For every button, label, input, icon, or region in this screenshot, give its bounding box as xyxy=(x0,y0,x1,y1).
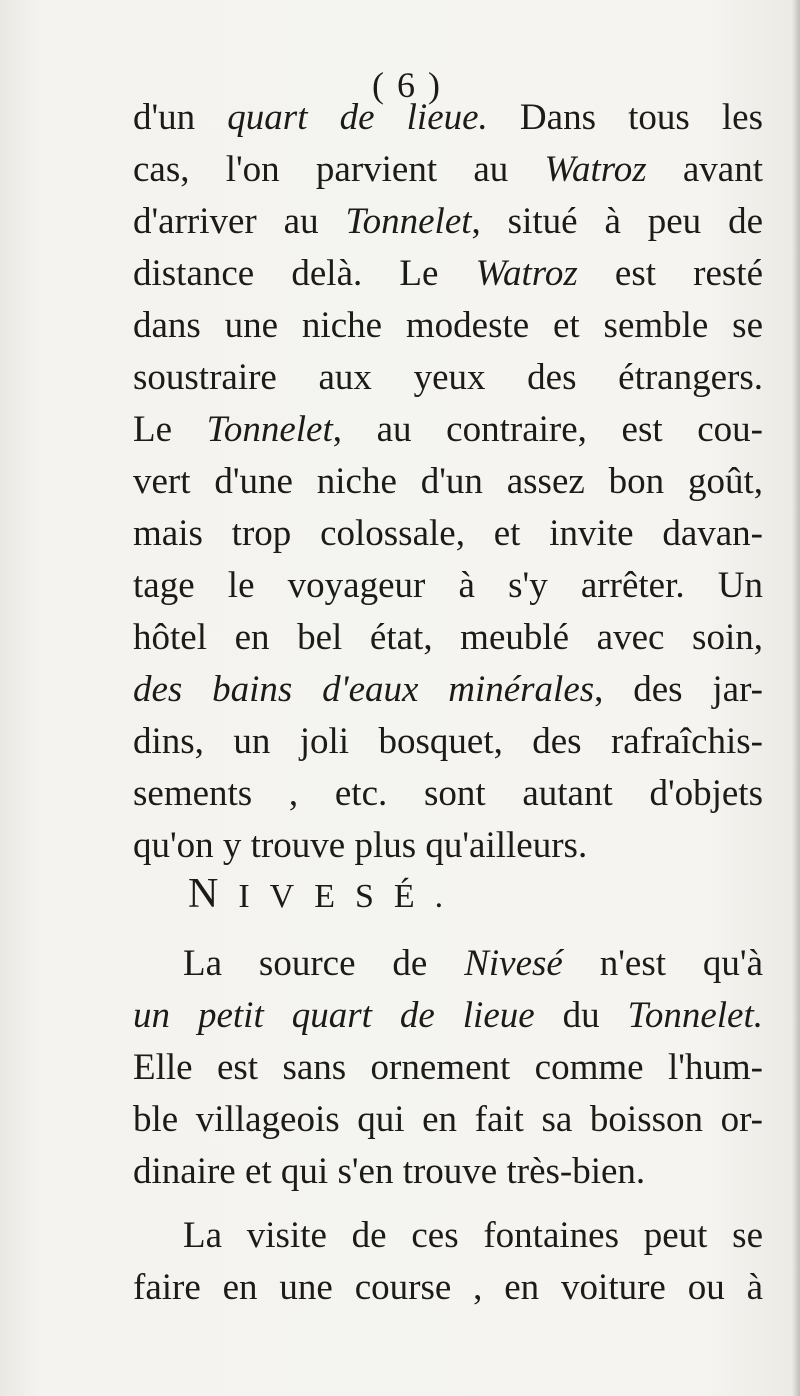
text-line: d'arriver au Tonnelet, situé à peu de xyxy=(133,201,763,242)
text-line: hôtel en bel état, meublé avec soin, xyxy=(133,617,763,658)
text-line: sements , etc. sont autant d'objets xyxy=(133,773,763,814)
text-line: La visite de ces fontaines peut se xyxy=(183,1215,763,1256)
text-line: des bains d'eaux minérales, des jar- xyxy=(133,669,763,710)
text-line: qu'on y trouve plus qu'ailleurs. xyxy=(133,825,588,866)
text-line: soustraire aux yeux des étrangers. xyxy=(133,357,763,398)
text-line: Elle est sans ornement comme l'hum- xyxy=(133,1047,763,1088)
page-edge-shadow xyxy=(792,0,800,1396)
text-line: dans une niche modeste et semble se xyxy=(133,305,763,346)
text-line: dins, un joli bosquet, des rafraîchis- xyxy=(133,721,763,762)
text-line: dinaire et qui s'en trouve très-bien. xyxy=(133,1151,646,1192)
text-line: vert d'une niche d'un assez bon goût, xyxy=(133,461,763,502)
text-line: cas, l'on parvient au Watroz avant xyxy=(133,149,764,190)
text-line: un petit quart de lieue du Tonnelet. xyxy=(133,995,763,1036)
text-line: d'un quart de lieue. Dans tous les xyxy=(133,97,764,138)
text-line: tage le voyageur à s'y arrêter. Un xyxy=(133,565,763,606)
text-line: faire en une course , en voiture ou à xyxy=(133,1267,763,1308)
text-line: La source de Nivesé n'est qu'à xyxy=(183,943,764,984)
text-line: distance delà. Le Watroz est resté xyxy=(133,253,763,294)
text-line: Le Tonnelet, au contraire, est cou- xyxy=(133,409,763,450)
text-line: mais trop colossale, et invite davan- xyxy=(133,513,763,554)
page-number: ( 6 ) xyxy=(372,65,442,105)
text-line: ble villageois qui en fait sa boisson or- xyxy=(133,1099,763,1140)
section-heading: NIVESÉ. xyxy=(188,871,464,917)
